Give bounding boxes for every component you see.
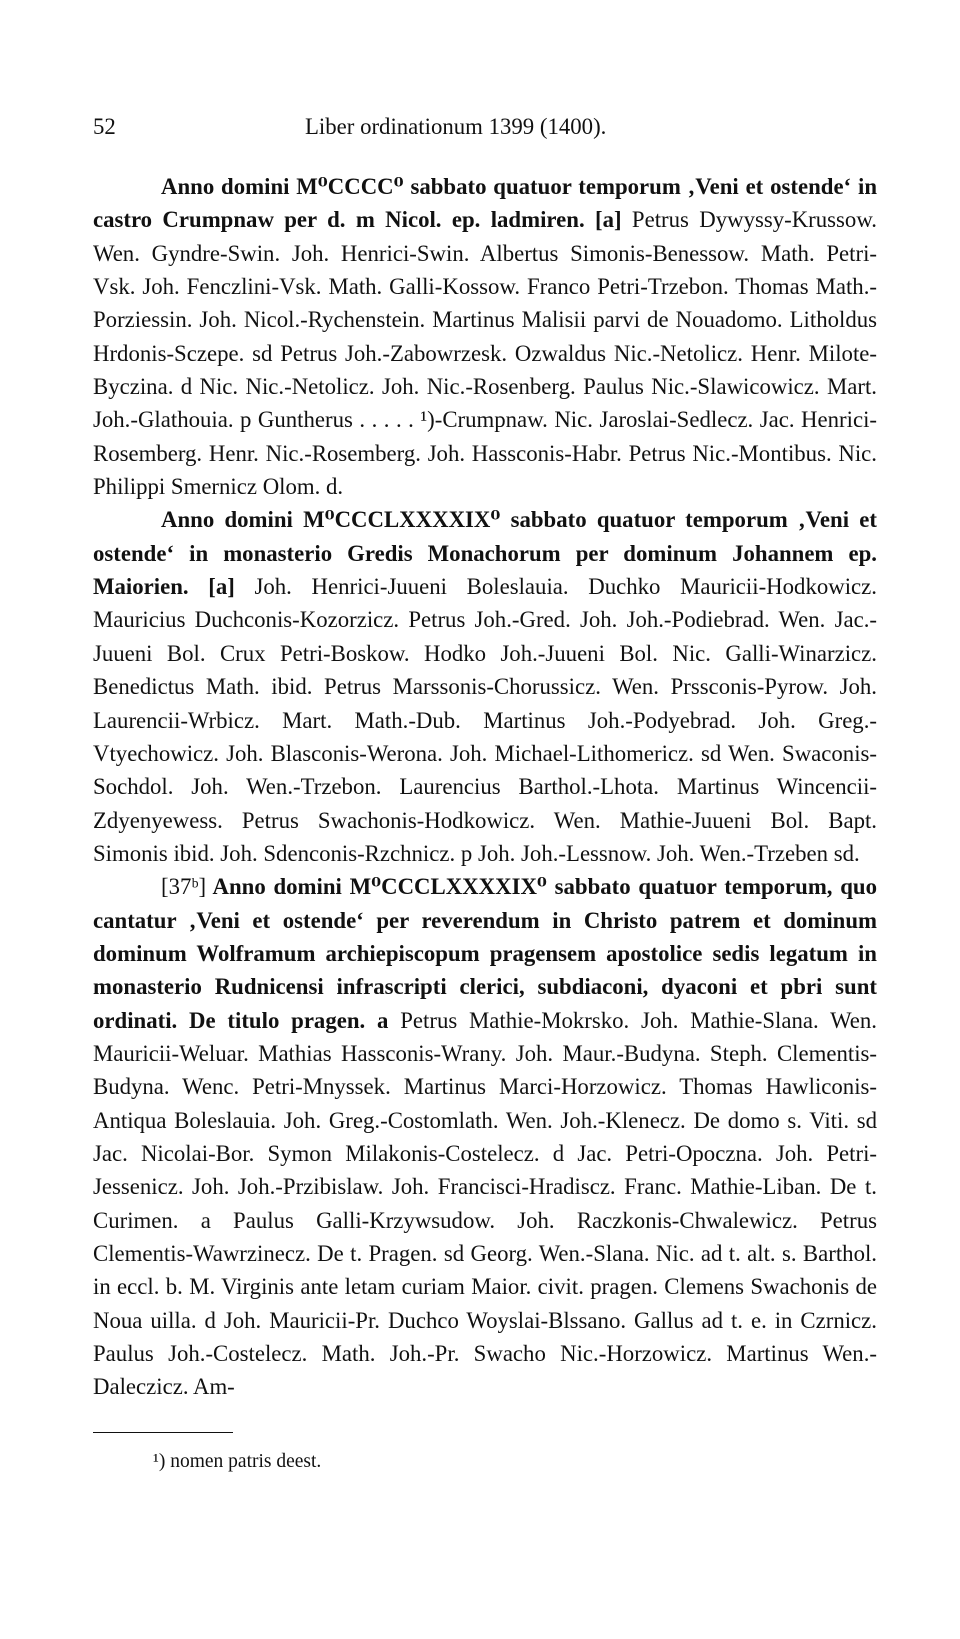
entry-body: Joh. Henrici-Juueni Boleslauia. Duchko Mauricii-Hodkowicz. Mauricius Duchconis-Kozorzicz. Petrus Joh.-Gred. Joh. Joh.-Podiebrad. Wen. Jac.-Juueni Bol. Crux Petri-Boskow. Hodko Joh.-Juueni Bol. Nic. Galli-Winarzicz. Benedictus Math. ibid. Petrus Marssonis-Chorussicz. Wen. Prssconis-Pyrow. Joh. Laurencii-Wrbicz. Mart. Math.-Dub. Martinus Joh.-Podyebrad. Joh. Greg.-Vtyechowicz. Joh. Blasconis-Werona. Joh. Michael-Lithomericz. sd Wen. Swaconis-Sochdol. Joh. Wen.-Trzebon. Laurencius Barthol.-Lhota. Martinus Wincencii-Zdyenyewess. Petrus Swachonis-Hodkowicz. Wen. Mathie-Juueni Bol. Bapt. Simonis ibid. Joh. Sdenconis-Rzchnicz. p Joh. Joh.-Lessnow. Joh. Wen.-Trzeben sd.	[93, 574, 877, 866]
entry-body: Petrus Dywyssy-Krussow. Wen. Gyndre-Swin. Joh. Henrici-Swin. Albertus Simonis-Benessow. Math. Petri-Vsk. Joh. Fenczlini-Vsk. Math. Galli-Kossow. Franco Petri-Trzebon. Thomas Math.-Porziessin. Joh. Nicol.-Rychenstein. Martinus Malisii parvi de Nouadomo. Litholdus Hrdonis-Sczepe. sd Petrus Joh.-Zabowrzesk. Ozwaldus Nic.-Netolicz. Henr. Milote-Byczina. d Nic. Nic.-Netolicz. Joh. Nic.-Rosenberg. Paulus Nic.-Slawicowicz. Mart. Joh.-Glathouia. p Guntherus . . . . . ¹)-Crumpnaw. Nic. Jaroslai-Sedlecz. Jac. Henrici-Rosemberg. Henr. Nic.-Rosemberg. Joh. Hassconis-Habr. Petrus Nic.-Montibus. Nic. Philippi Smernicz Olom. d.	[93, 207, 877, 500]
page-number: 52	[93, 114, 116, 139]
document-page	[93, 110, 877, 1475]
entry-heading: Anno domini M⁰CCCLXXXXIX⁰ sabbato quatuor temporum ‚Veni et ostende‘ in monasterio Gredis Monachorum per dominum Johannem ep. Maiorien. [a]	[93, 507, 877, 600]
ordination-entry-1399-crumpnaw	[93, 170, 877, 503]
footnote-text: nomen patris deest.	[165, 1450, 322, 1472]
folio-marker: [37ᵇ]	[161, 874, 207, 900]
running-header	[93, 110, 877, 144]
entry-heading: Anno domini M⁰CCCLXXXXIX⁰ sabbato quatuor temporum, quo cantatur ‚Veni et ostende‘ per reverendum in Christo patrem et dominum dominum Wolframum archiepiscopum pragensem apostolice sedis legatum in monasterio Rudnicensi infrascripti clerici, subdiaconi, dyaconi et pbri sunt ordinati. De titulo pragen. a	[93, 874, 877, 1033]
ordination-entry-1399-gredis	[93, 503, 877, 870]
entry-body: Petrus Mathie-Mokrsko. Joh. Mathie-Slana. Wen. Mauricii-Weluar. Mathias Hassconis-Wrany. Joh. Maur.-Budyna. Steph. Clementis-Budyna. Wenc. Petri-Mnyssek. Martinus Marci-Horzowicz. Thomas Hawliconis-Antiqua Boleslauia. Joh. Greg.-Costomlath. Wen. Joh.-Klenecz. De domo s. Viti. sd Jac. Nicolai-Bor. Symon Milakonis-Costelecz. d Jac. Petri-Opoczna. Joh. Petri-Jessenicz. Joh. Joh.-Przibislaw. Joh. Francisci-Hradiscz. Franc. Mathie-Liban. De t. Curimen. a Paulus Galli-Krzywsudow. Joh. Raczkonis-Chwalewicz. Petrus Clementis-Wawrzinecz. De t. Pragen. sd Georg. Wen.-Slana. Nic. ad t. alt. s. Barthol. in eccl. b. M. Virginis ante letam curiam Maior. civit. pragen. Clemens Swachonis de Noua uilla. d Joh. Mauricii-Pr. Duchco Woyslai-Blssano. Gallus ad t. e. in Czrnicz. Paulus Joh.-Costelecz. Math. Joh.-Pr. Swacho Nic.-Horzowicz. Martinus Wen.-Daleczicz. Am-	[93, 1007, 877, 1400]
footnote-marker: ¹)	[153, 1450, 166, 1472]
footnote-separator	[93, 1432, 233, 1433]
entry-heading: Anno domini M⁰CCCC⁰ sabbato quatuor temporum ‚Veni et ostende‘ in castro Crumpnaw per d. m Nicol. ep. ladmiren. [a]	[93, 174, 877, 233]
ordination-entry-1399-rudnicensi	[93, 870, 877, 1404]
footnote	[153, 1449, 877, 1475]
running-title: Liber ordinationum 1399 (1400).	[305, 114, 607, 139]
